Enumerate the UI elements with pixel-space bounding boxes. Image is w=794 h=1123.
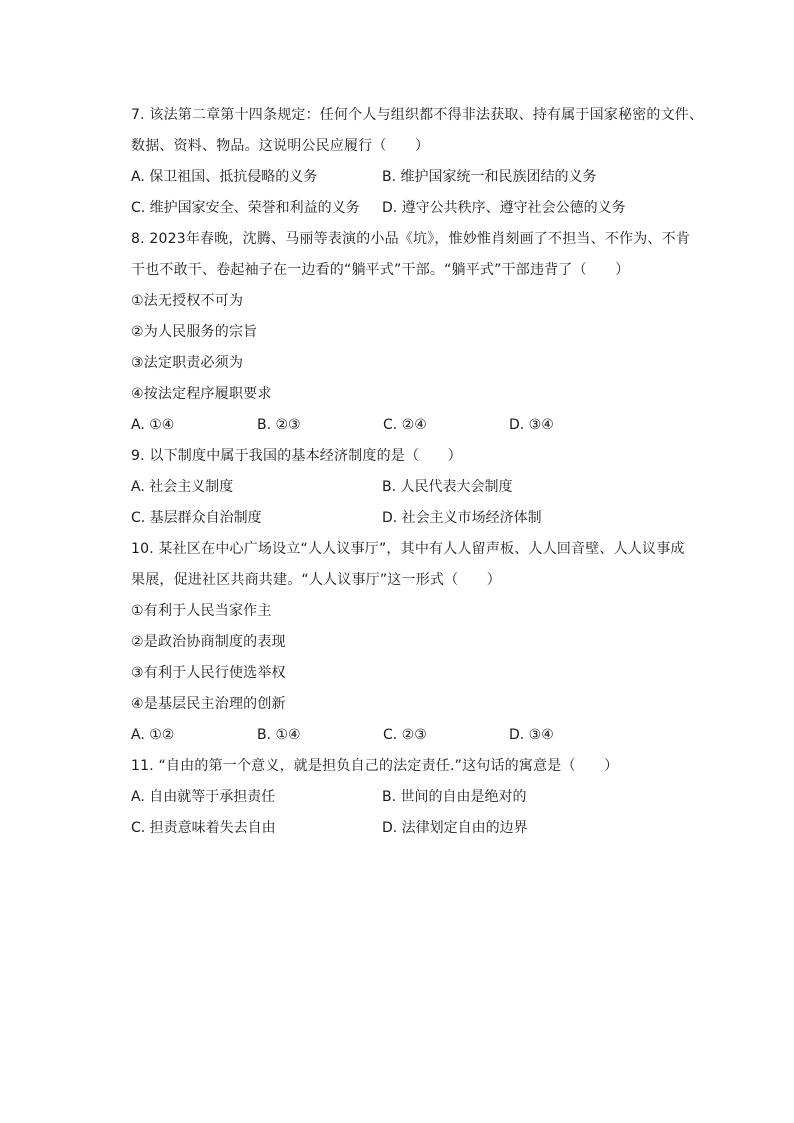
option-b: B. 人民代表大会制度 xyxy=(382,479,513,495)
numbered-item: ①法无授权不可为 xyxy=(131,293,244,309)
question-stem-line: 干也不敢干、卷起袖子在一边看的“躺平式”干部。“躺平式”干部违背了（ ） xyxy=(131,262,630,278)
question-stem-line: 8. 2023年春晚，沈腾、马丽等表演的小品《坑》，惟妙惟肖刻画了不担当、不作为、不肯 xyxy=(131,231,691,247)
question-8 xyxy=(131,224,701,441)
option-row xyxy=(131,503,701,534)
numbered-item: ④是基层民主治理的创新 xyxy=(131,696,286,712)
option-a: A. ①② xyxy=(131,727,175,743)
question-stem-line: 7. 该法第二章第十四条规定：任何个人与组织都不得非法获取、持有属于国家秘密的文件、 xyxy=(131,107,704,123)
numbered-item: ③有利于人民行使选举权 xyxy=(131,665,286,681)
numbered-item: ②为人民服务的宗旨 xyxy=(131,324,258,340)
question-7 xyxy=(131,100,704,224)
question-list xyxy=(131,100,704,844)
option-d: D. ③④ xyxy=(509,417,554,433)
option-a: A. 保卫祖国、抵抗侵略的义务 xyxy=(131,169,318,185)
question-stem-line: 9. 以下制度中属于我国的基本经济制度的是（ ） xyxy=(131,448,462,464)
option-b: B. ②③ xyxy=(257,417,301,433)
option-c: C. ②④ xyxy=(383,417,427,433)
question-9 xyxy=(131,441,701,534)
numbered-item: ①有利于人民当家作主 xyxy=(131,603,272,619)
option-b: B. 世间的自由是绝对的 xyxy=(382,789,527,805)
numbered-item: ③法定职责必须为 xyxy=(131,355,244,371)
option-b: B. 维护国家统一和民族团结的义务 xyxy=(382,169,597,185)
option-row xyxy=(131,813,701,844)
option-row xyxy=(131,782,701,813)
question-stem-line: 10. 某社区在中心广场设立“人人议事厅”，其中有人人留声板、人人回音壁、人人议事成 xyxy=(131,541,685,557)
option-d: D. ③④ xyxy=(509,727,554,743)
option-a: A. 社会主义制度 xyxy=(131,479,234,495)
option-row xyxy=(131,472,701,503)
option-d: D. 社会主义市场经济体制 xyxy=(382,510,542,526)
option-row xyxy=(131,193,701,224)
question-stem-line: 果展，促进社区共商共建。“人人议事厅”这一形式（ ） xyxy=(131,572,501,588)
option-a: A. ①④ xyxy=(131,417,175,433)
question-10 xyxy=(131,534,701,751)
option-row xyxy=(131,162,701,193)
question-11 xyxy=(131,751,701,844)
numbered-item: ④按法定程序履职要求 xyxy=(131,386,272,402)
option-a: A. 自由就等于承担责任 xyxy=(131,789,276,805)
option-b: B. ①④ xyxy=(257,727,301,743)
option-c: C. 担责意味着失去自由 xyxy=(131,820,276,836)
option-row xyxy=(131,410,701,441)
option-c: C. ②③ xyxy=(383,727,427,743)
option-c: C. 维护国家安全、荣誉和利益的义务 xyxy=(131,200,360,216)
question-stem-line: 数据、资料、物品。这说明公民应履行（ ） xyxy=(131,138,430,154)
option-d: D. 遵守公共秩序、遵守社会公德的义务 xyxy=(382,200,626,216)
option-d: D. 法律划定自由的边界 xyxy=(382,820,528,836)
numbered-item: ②是政治协商制度的表现 xyxy=(131,634,286,650)
option-row xyxy=(131,720,701,751)
question-stem-line: 11. “自由的第一个意义，就是担负自己的法定责任.”这句话的寓意是（ ） xyxy=(131,758,619,774)
option-c: C. 基层群众自治制度 xyxy=(131,510,262,526)
